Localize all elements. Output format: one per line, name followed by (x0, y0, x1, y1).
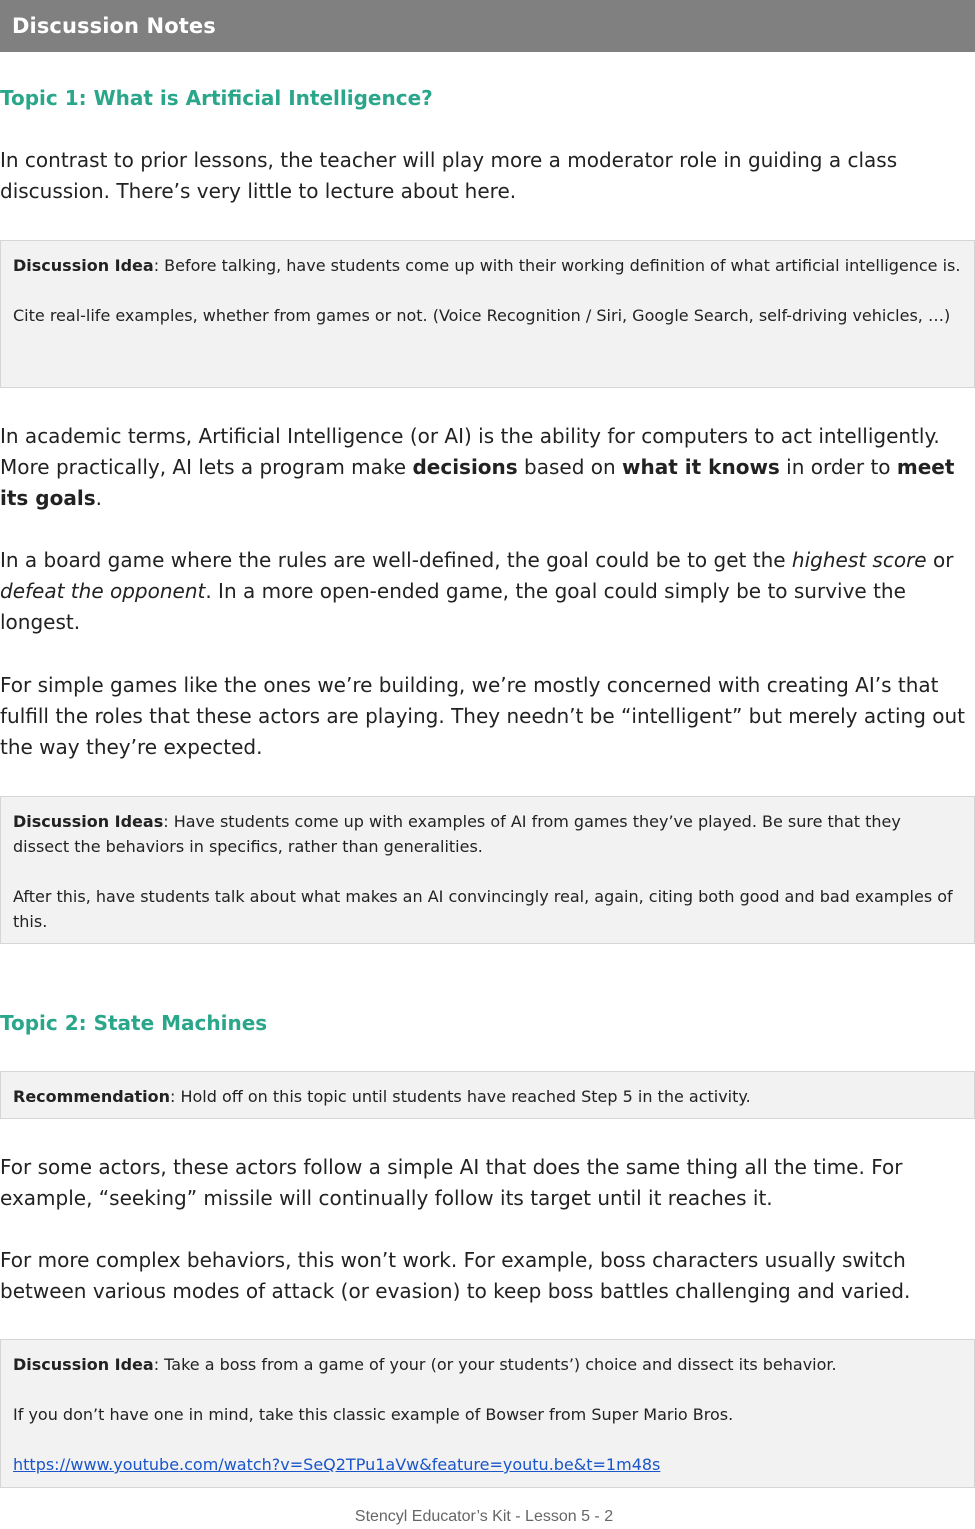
note-2-line (13, 809, 962, 859)
page-title: Discussion Notes (12, 14, 216, 38)
note-1-line (13, 253, 962, 278)
note-4-line (13, 1352, 962, 1377)
discussion-ideas-box-2 (0, 796, 975, 944)
simple-games-paragraph: For simple games like the ones we’re building, we’re mostly concerned with creating AI’s that fulfill the roles that these actors are playing. They needn’t be “intelligent” but merely acting out the way they’re expected. (0, 673, 966, 759)
note-3-label: Recommendation (13, 1087, 170, 1106)
page-footer: Stencyl Educator’s Kit - Lesson 5 - 2 (354, 1508, 614, 1525)
ai-bold-meet-goals: meet its goals (0, 455, 955, 510)
board-text-3: . In a more open-ended game, the goal could simply be to survive the longest. (0, 579, 906, 634)
note-4-link-line (13, 1452, 962, 1477)
note-2-followup: After this, have students talk about what makes an AI convincingly real, again, citing both good and bad examples of this. (13, 887, 953, 931)
topic-1-intro: In contrast to prior lessons, the teacher will play more a moderator role in guiding a class discussion. There’s very little to lecture about here. (0, 148, 898, 203)
note-2-text: : Have students come up with examples of AI from games they’ve played. Be sure that they dissect the behaviors in specifics, rather than generalities. (13, 812, 901, 856)
ai-text-4: . (95, 486, 102, 510)
simple-actors-paragraph: For some actors, these actors follow a simple AI that does the same thing all the time. For example, “seeking” missile will continually follow its target until it reaches it. (0, 1155, 903, 1210)
board-text-2: or (926, 548, 954, 572)
ai-text-2: based on (517, 455, 623, 479)
ai-text-3: in order to (779, 455, 897, 479)
note-1-text: : Before talking, have students come up with their working definition of what artificial intelligence is. (153, 256, 961, 275)
note-3-text: : Hold off on this topic until students have reached Step 5 in the activity. (170, 1087, 751, 1106)
discussion-idea-box-1 (0, 240, 975, 388)
ai-bold-what-it-knows: what it knows (622, 455, 780, 479)
board-italic-defeat-opponent: defeat the opponent (0, 579, 206, 603)
note-3-line (13, 1084, 962, 1109)
note-4-label: Discussion Idea (13, 1355, 154, 1374)
ai-bold-decisions: decisions (412, 455, 518, 479)
youtube-link[interactable]: https://www.youtube.com/watch?v=SeQ2TPu1aVw&feature=youtu.be&t=1m48s (13, 1455, 661, 1474)
board-italic-highest-score: highest score (791, 548, 927, 572)
note-4-text: : Take a boss from a game of your (or your students’) choice and dissect its behavior. (153, 1355, 837, 1374)
note-4-bowser: If you don’t have one in mind, take this classic example of Bowser from Super Mario Bros. (13, 1405, 734, 1424)
topic-2-heading: Topic 2: State Machines (0, 1011, 268, 1035)
note-2-label: Discussion Ideas (13, 812, 164, 831)
board-game-paragraph (0, 545, 968, 638)
ai-definition-paragraph (0, 421, 968, 514)
discussion-idea-box-4 (0, 1339, 975, 1488)
ai-text-1: In academic terms, Artificial Intelligence (or AI) is the ability for computers to act intelligently. More practically, AI lets a program make (0, 424, 940, 479)
note-1-label: Discussion Idea (13, 256, 154, 275)
header-bar (0, 0, 975, 52)
topic-1-heading: Topic 1: What is Artificial Intelligence? (0, 86, 433, 110)
board-text-1: In a board game where the rules are well-defined, the goal could be to get the (0, 548, 792, 572)
note-1-examples: Cite real-life examples, whether from games or not. (Voice Recognition / Siri, Google Search, self-driving vehicles, …) (13, 306, 951, 325)
recommendation-box (0, 1071, 975, 1119)
complex-behaviors-paragraph: For more complex behaviors, this won’t work. For example, boss characters usually switch between various modes of attack (or evasion) to keep boss battles challenging and varied. (0, 1248, 911, 1303)
